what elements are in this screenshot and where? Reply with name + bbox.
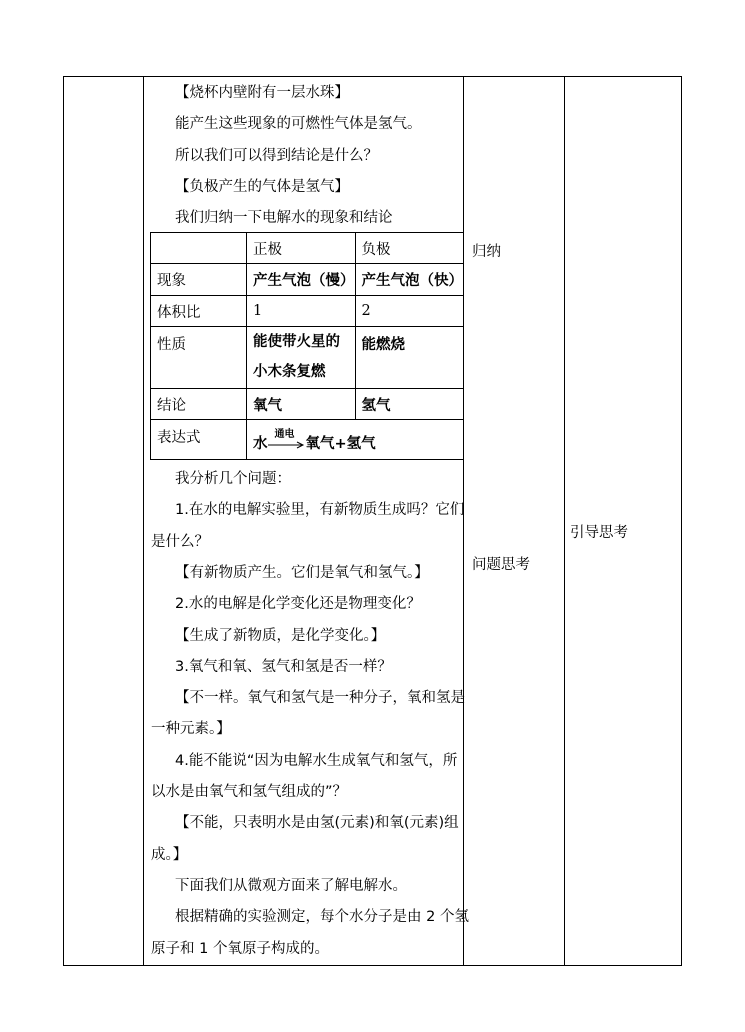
reaction-condition: 通电 [274,429,295,440]
row-label: 结论 [151,389,247,420]
row-label: 表达式 [151,420,247,460]
table-header-positive: 正极 [247,233,356,264]
electrolysis-summary-table [150,232,464,460]
row-label: 现象 [151,264,247,296]
text-line: 所以我们可以得到结论是什么？ [175,148,378,164]
activity-summary-label: 归纳 [472,244,501,260]
table-header-negative: 负极 [355,233,464,264]
table-cell: 产生气泡（快） [355,264,464,296]
table-row [151,296,464,327]
text-line: 3.氧气和氧、氢气和氢是否一样？ [175,659,392,675]
row-label: 性质 [151,327,247,389]
cell-line: 小木条复燃 [253,364,326,380]
table-cell: 氧气 [247,389,356,420]
text-line: 【不能，只表明水是由氢(元素)和氧(元素)组 [175,815,459,831]
lesson-table [63,76,682,966]
text-line: 以水是由氧气和氢气组成的”？ [151,784,348,800]
table-cell: 2 [355,296,464,327]
text-line: 一种元素。】 [151,721,231,737]
activity-question-label: 问题思考 [472,557,530,573]
text-line: 2.水的电解是化学变化还是物理变化？ [175,596,421,612]
text-line: 【负极产生的气体是氢气】 [175,179,349,195]
text-line: 原子和 1 个氧原子构成的。 [151,941,329,957]
text-line: 【烧杯内壁附有一层水珠】 [175,85,349,101]
text-line: 成。】 [151,847,188,863]
table-cell: 氢气 [355,389,464,420]
table-cell: 产生气泡（慢） [247,264,356,296]
text-line: 【生成了新物质，是化学变化。】 [175,628,386,644]
column-divider-3 [564,77,565,965]
text-line: 【有新物质产生。它们是氧气和氢气。】 [175,565,429,581]
cell-line: 能使带火星的 [253,334,340,350]
text-line: 是什么？ [151,534,209,550]
text-line: 4.能不能说“因为电解水生成氧气和氢气，所 [175,753,458,769]
column-divider-1 [143,77,144,965]
intent-guide-label: 引导思考 [570,525,628,541]
table-row [151,327,464,389]
table-row [151,389,464,420]
table-cell [151,233,247,264]
text-line: 【不一样。氧气和氢气是一种分子，氧和氢是 [175,690,465,706]
text-line: 能产生这些现象的可燃性气体是氢气。 [175,116,422,132]
text-line: 我分析几个问题： [175,471,291,487]
table-row [151,420,464,460]
text-line: 我们归纳一下电解水的现象和结论 [175,210,393,226]
text-line: 1.在水的电解实验里，有新物质生成吗？它们 [175,502,465,518]
text-line: 根据精确的实验测定，每个水分子是由 2 个氢 [175,909,469,925]
table-cell: 能燃烧 [355,327,464,389]
chemical-expression [247,420,464,460]
table-row [151,264,464,296]
table-cell [247,327,356,389]
table-row [151,233,464,264]
products: 氧气+氢气 [305,436,376,452]
table-cell: 1 [247,296,356,327]
text-line: 下面我们从微观方面来了解电解水。 [175,878,407,894]
row-label: 体积比 [151,296,247,327]
reactant: 水 [253,436,268,452]
teaching-content-cell [145,77,469,965]
reaction-arrow [268,429,306,451]
